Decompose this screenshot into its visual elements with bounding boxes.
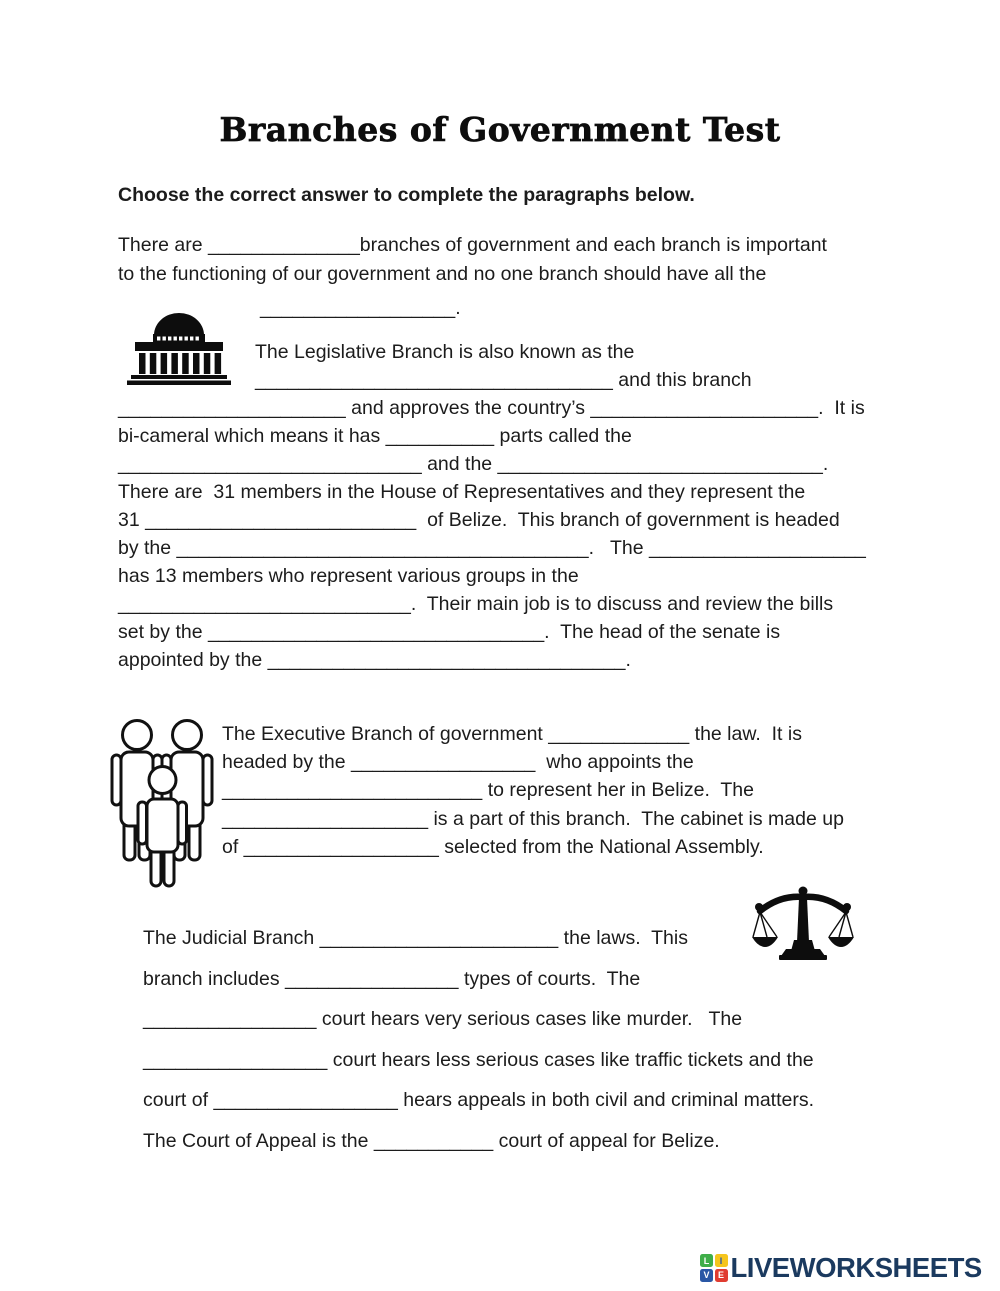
text-line: of __________________ selected from the National Assembly. — [222, 835, 764, 858]
text-line: headed by the _________________ who appoints the — [222, 751, 694, 774]
text-line: branch includes ________________ types of courts. The — [143, 967, 641, 990]
text-line: bi-cameral which means it has __________ parts called the — [118, 425, 632, 447]
liveworksheets-logo-icon — [700, 1254, 728, 1282]
legislative-paragraph — [118, 338, 866, 674]
text-line: The Court of Appeal is the ___________ court of appeal for Belize. — [143, 1129, 720, 1152]
text-line: ___________________________. Their main job is to discuss and review the bills — [118, 593, 834, 615]
text-line: court of _________________ hears appeals in both civil and criminal matters. — [143, 1089, 815, 1112]
text-line: set by the _______________________________. The head of the senate is — [118, 621, 781, 643]
text-line: ___________________ is a part of this branch. The cabinet is made up — [222, 807, 844, 830]
liveworksheets-logo[interactable] — [700, 1252, 982, 1284]
text-line: _____________________ and approves the country’s _____________________. It is — [118, 397, 865, 419]
judicial-paragraph — [143, 918, 814, 1162]
executive-paragraph — [222, 720, 844, 861]
text-line: to the functioning of our government and no one branch should have all the — [118, 262, 767, 285]
text-line: There are 31 members in the House of Representatives and they represent the — [118, 481, 806, 503]
text-line: There are ______________branches of government and each branch is important — [118, 234, 827, 256]
instruction-text: Choose the correct answer to complete the paragraphs below. — [118, 184, 695, 206]
text-line: 31 _________________________ of Belize. This branch of government is headed — [118, 509, 840, 531]
text-line: The Executive Branch of government _____________ the law. It is — [222, 723, 802, 745]
text-line: The Judicial Branch ______________________ the laws. This — [143, 927, 688, 949]
text-line: __________________. — [260, 297, 461, 319]
logo-square-e: E — [715, 1269, 728, 1282]
intro-paragraph — [118, 231, 827, 323]
logo-square-i: I — [715, 1254, 728, 1267]
text-line: has 13 members who represent various groups in the — [118, 565, 579, 587]
text-line: ________________ court hears very serious cases like murder. The — [143, 1008, 743, 1031]
people-group-icon — [106, 714, 218, 897]
text-line: by the ______________________________________. The ____________________ — [118, 537, 866, 559]
liveworksheets-logo-text: LIVEWORKSHEETS — [730, 1252, 982, 1283]
text-line: ____________________________ and the ______________________________. — [118, 453, 829, 475]
page-title: Branches of Government Test — [219, 110, 781, 149]
text-line: appointed by the _________________________________. — [118, 649, 631, 671]
text-line: The Legislative Branch is also known as the — [255, 341, 635, 363]
text-line: _________________ court hears less serious cases like traffic tickets and the — [143, 1048, 814, 1071]
logo-square-l: L — [700, 1254, 713, 1267]
text-line: ________________________ to represent her in Belize. The — [222, 779, 754, 802]
logo-square-v: V — [700, 1269, 713, 1282]
text-line: _________________________________ and this branch — [255, 369, 752, 391]
